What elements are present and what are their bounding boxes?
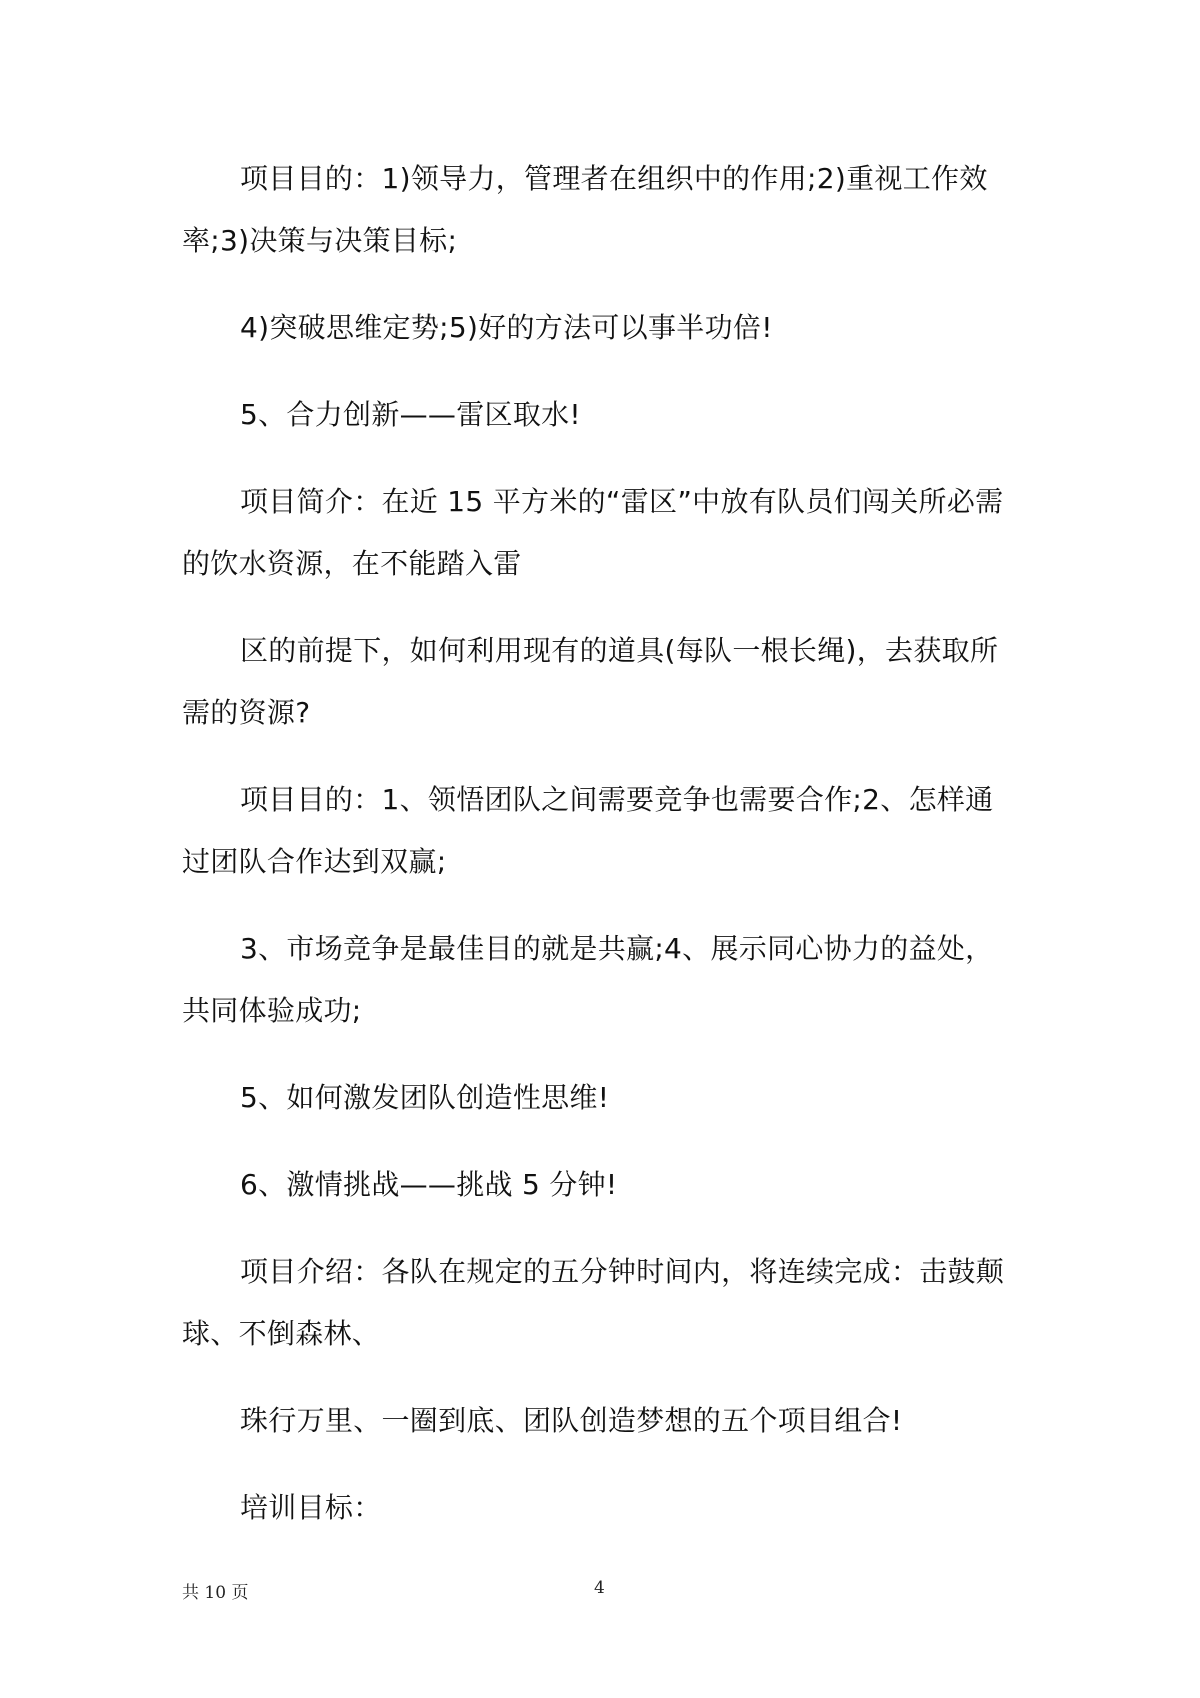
paragraph-project-goal-thinking: 4)突破思维定势;5)好的方法可以事半功倍! — [240, 311, 773, 344]
paragraph-project-intro-minefield: 项目简介：在近 15 平方米的“雷区”中放有队员们闯关所必需的饮水资源，在不能踏入雷 — [182, 485, 1004, 580]
footer-page-number: 4 — [594, 1578, 605, 1598]
paragraph-project-goal-creativity: 5、如何激发团队创造性思维! — [240, 1081, 610, 1114]
paragraph-project-goal-leadership: 项目目的：1)领导力，管理者在组织中的作用;2)重视工作效率;3)决策与决策目标; — [182, 162, 988, 257]
footer-total-pages: 共 10 页 — [182, 1583, 249, 1603]
paragraph-project-intro-continued: 区的前提下，如何利用现有的道具(每队一根长绳)，去获取所需的资源? — [182, 634, 999, 729]
paragraph-section-5-title: 5、合力创新——雷区取水! — [240, 398, 581, 431]
paragraph-project-introduction: 项目介绍：各队在规定的五分钟时间内，将连续完成：击鼓颠球、不倒森林、 — [182, 1255, 1005, 1350]
paragraph-project-goal-teamwork: 项目目的：1、领悟团队之间需要竞争也需要合作;2、怎样通过团队合作达到双赢; — [182, 783, 994, 878]
document-body — [182, 148, 1020, 1564]
paragraph-project-list: 珠行万里、一圈到底、团队创造梦想的五个项目组合! — [240, 1404, 903, 1437]
paragraph-training-goal: 培训目标： — [240, 1491, 382, 1524]
paragraph-project-goal-win-win: 3、市场竞争是最佳目的就是共赢;4、展示同心协力的益处，共同体验成功; — [182, 932, 994, 1027]
paragraph-section-6-title: 6、激情挑战——挑战 5 分钟! — [240, 1168, 618, 1201]
